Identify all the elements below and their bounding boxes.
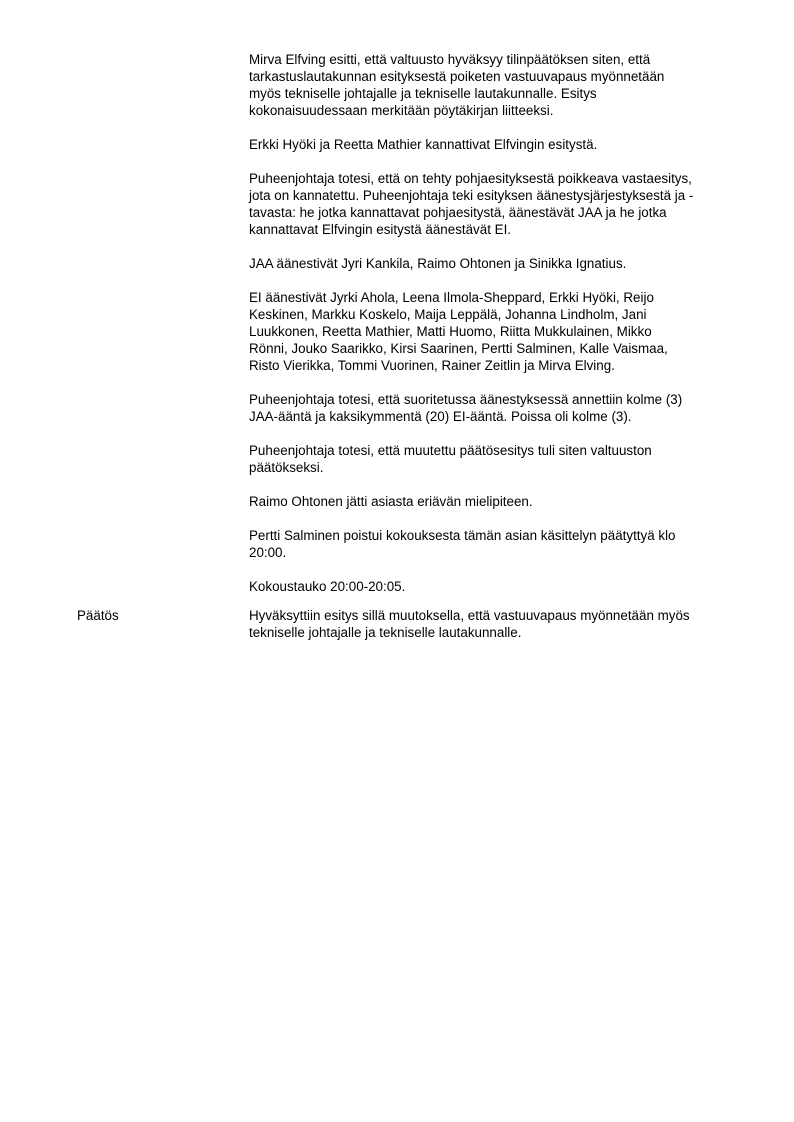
- paragraph-no-votes: EI äänestivät Jyrki Ahola, Leena Ilmola-Sheppard, Erkki Hyöki, Reijo Keskinen, Markku Koskelo, Maija Leppälä, Johanna Lindholm, Jani Luukkonen, Reetta Mathier, Matti Huomo, Riitta Mukkulainen, Mikko Rönni, Jouko Saarikko, Kirsi Saarinen, Pertti Salminen, Kalle Vaismaa, Risto Vierikka, Tommi Vuorinen, Rainer Zeitlin ja Mirva Elving.: [249, 290, 668, 373]
- paragraph-decision-outcome: Puheenjohtaja totesi, että muutettu päätösesitys tuli siten valtuuston päätökseksi.: [249, 443, 652, 475]
- paragraph-seconding: Erkki Hyöki ja Reetta Mathier kannattivat Elfvingin esitystä.: [249, 137, 598, 152]
- minutes-body: [249, 51, 749, 612]
- paragraph-dissent: Raimo Ohtonen jätti asiasta eriävän mielipiteen.: [249, 494, 533, 509]
- paragraph-break: Kokoustauko 20:00-20:05.: [249, 579, 406, 594]
- paragraph-yes-votes: JAA äänestivät Jyri Kankila, Raimo Ohtonen ja Sinikka Ignatius.: [249, 256, 627, 271]
- decision-label: Päätös: [77, 608, 119, 623]
- paragraph-departure: Pertti Salminen poistui kokouksesta tämän asian käsittelyn päätyttyä klo 20:00.: [249, 528, 676, 560]
- decision-text: Hyväksyttiin esitys sillä muutoksella, että vastuuvapaus myönnetään myös tekniselle johtajalle ja tekniselle lautakunnalle.: [249, 608, 690, 640]
- paragraph-proposal: Mirva Elfving esitti, että valtuusto hyväksyy tilinpäätöksen siten, että tarkastuslautakunnan esityksestä poiketen vastuuvapaus myönnetään myös tekniselle johtajalle ja tekniselle lautakunnalle. Esitys kokonaisuudessaan merkitään pöytäkirjan liitteeksi.: [249, 52, 665, 118]
- paragraph-vote-result: Puheenjohtaja totesi, että suoritetussa äänestyksessä annettiin kolme (3) JAA-ääntä ja kaksikymmentä (20) EI-ääntä. Poissa oli kolme (3).: [249, 392, 683, 424]
- paragraph-voting-procedure: Puheenjohtaja totesi, että on tehty pohjaesityksestä poikkeava vastaesitys, jota on kannatettu. Puheenjohtaja teki esityksen äänestysjärjestyksestä ja - tavasta: he jotka kannattavat pohjaesitystä, äänestävät JAA ja he jotka kannattavat Elfvingin esitystä äänestävät EI.: [249, 171, 694, 237]
